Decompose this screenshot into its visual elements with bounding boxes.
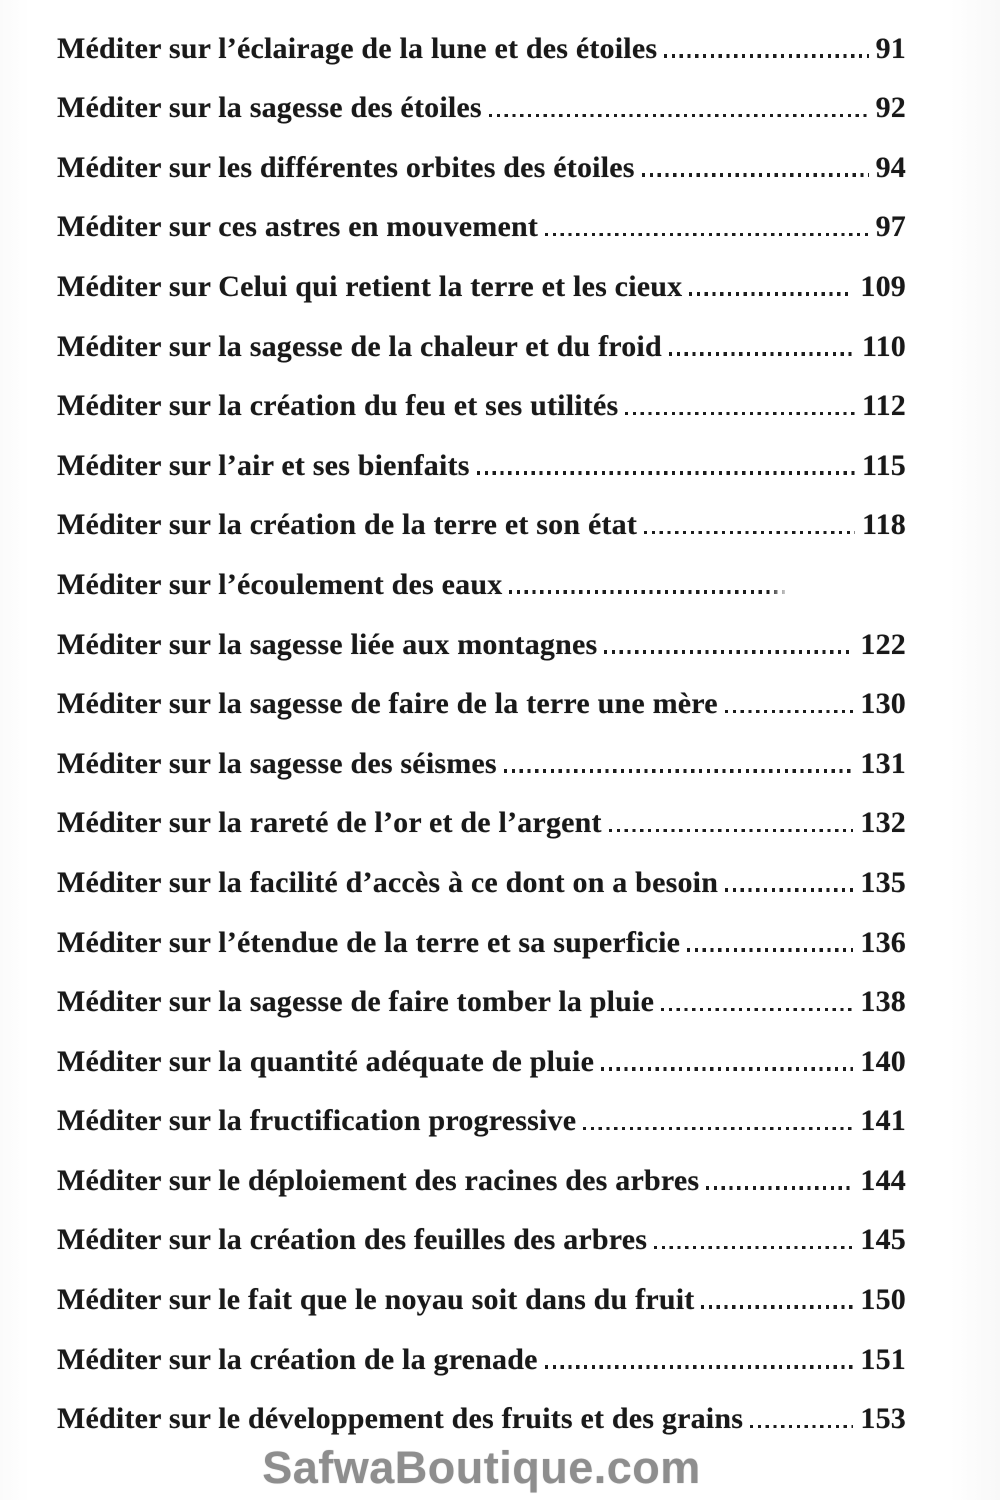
toc-row bbox=[57, 960, 906, 1020]
toc-entry-page: 118 bbox=[862, 508, 906, 542]
toc-entry-title: Méditer sur l’éclairage de la lune et des étoiles bbox=[57, 31, 658, 65]
toc-row bbox=[57, 244, 906, 304]
toc-row bbox=[57, 304, 906, 364]
toc-entry-title: Méditer sur les différentes orbites des étoiles bbox=[57, 150, 635, 184]
dot-leader bbox=[750, 1425, 853, 1429]
toc-entry-title: Méditer sur le fait que le noyau soit dans du fruit bbox=[57, 1283, 695, 1317]
toc-row bbox=[57, 185, 906, 245]
toc-entry-title: Méditer sur la sagesse de faire de la terre une mère bbox=[57, 687, 718, 721]
toc-entry-title: Méditer sur la rareté de l’or et de l’argent bbox=[57, 806, 602, 840]
dot-leader bbox=[689, 292, 853, 296]
dot-leader bbox=[583, 1127, 853, 1131]
dot-leader bbox=[664, 54, 868, 58]
toc-entry-page: 135 bbox=[860, 865, 906, 899]
dot-leader bbox=[609, 829, 854, 833]
toc-entry-title: Méditer sur la fructification progressive bbox=[57, 1104, 577, 1138]
dot-leader bbox=[489, 114, 869, 118]
toc-entry-page: 136 bbox=[860, 925, 906, 959]
toc-entry-page: 109 bbox=[860, 269, 906, 303]
toc-row bbox=[57, 721, 906, 781]
toc-entry-page: 140 bbox=[860, 1044, 906, 1078]
toc-row bbox=[57, 1198, 906, 1258]
dot-leader bbox=[725, 888, 853, 892]
dot-leader bbox=[477, 471, 855, 475]
toc-entry-page: 153 bbox=[860, 1402, 906, 1436]
dot-leader bbox=[669, 352, 855, 356]
dot-leader bbox=[545, 233, 869, 237]
dot-leader bbox=[601, 1067, 853, 1071]
dot-leader bbox=[509, 590, 791, 594]
toc-entry-page: 94 bbox=[875, 150, 906, 184]
toc-entry-page: 151 bbox=[860, 1342, 906, 1376]
toc-entry-page: 145 bbox=[860, 1223, 906, 1257]
toc-entry-title: Méditer sur le déploiement des racines des arbres bbox=[57, 1163, 700, 1197]
toc-entry-page: 122 bbox=[860, 627, 906, 661]
toc-entry-title: Méditer sur la sagesse de faire tomber la pluie bbox=[57, 985, 655, 1019]
dot-leader bbox=[604, 650, 853, 654]
toc-entry-title: Méditer sur la facilité d’accès à ce dont on a besoin bbox=[57, 865, 719, 899]
toc-row bbox=[57, 1377, 906, 1437]
toc-entry-title: Méditer sur Celui qui retient la terre et les cieux bbox=[57, 269, 683, 303]
toc-entry-page: 131 bbox=[860, 746, 906, 780]
dot-leader bbox=[661, 1008, 853, 1012]
toc-row bbox=[57, 364, 906, 424]
dot-leader bbox=[642, 173, 869, 177]
toc-row bbox=[57, 1138, 906, 1198]
toc-list bbox=[57, 6, 906, 1436]
toc-entry-title: Méditer sur la création de la terre et son état bbox=[57, 508, 638, 542]
toc-row bbox=[57, 900, 906, 960]
dot-leader bbox=[504, 769, 854, 773]
toc-entry-page: 115 bbox=[862, 448, 906, 482]
dot-leader bbox=[545, 1365, 854, 1369]
toc-row bbox=[57, 6, 906, 66]
toc-entry-page: 150 bbox=[860, 1283, 906, 1317]
toc-entry-title: Méditer sur la création du feu et ses utilités bbox=[57, 389, 619, 423]
toc-entry-page: 91 bbox=[875, 31, 906, 65]
toc-entry-title: Méditer sur ces astres en mouvement bbox=[57, 210, 539, 244]
toc-row bbox=[57, 1257, 906, 1317]
toc-entry-title: Méditer sur la sagesse des séismes bbox=[57, 746, 497, 780]
toc-entry-title: Méditer sur la sagesse liée aux montagnes bbox=[57, 627, 598, 661]
watermark-text: SafwaBoutique.com bbox=[262, 1442, 701, 1493]
toc-entry-title: Méditer sur la création de la grenade bbox=[57, 1342, 538, 1376]
dot-leader bbox=[687, 948, 853, 952]
toc-row bbox=[57, 125, 906, 185]
toc-entry-page: 138 bbox=[860, 985, 906, 1019]
toc-entry-title: Méditer sur l’air et ses bienfaits bbox=[57, 448, 470, 482]
toc-entry-title: Méditer sur la sagesse de la chaleur et du froid bbox=[57, 329, 662, 363]
toc-row bbox=[57, 1317, 906, 1377]
toc-entry-page: 132 bbox=[860, 806, 906, 840]
toc-row bbox=[57, 483, 906, 543]
toc-entry-page: 130 bbox=[860, 687, 906, 721]
toc-entry-page: 141 bbox=[860, 1104, 906, 1138]
toc-row bbox=[57, 602, 906, 662]
toc-entry-title: Méditer sur la quantité adéquate de pluie bbox=[57, 1044, 595, 1078]
toc-entry-page: 112 bbox=[862, 389, 906, 423]
dot-leader bbox=[706, 1186, 853, 1190]
toc-entry-page: 144 bbox=[860, 1163, 906, 1197]
toc-entry-page: 110 bbox=[862, 329, 906, 363]
toc-entry-title: Méditer sur la création des feuilles des arbres bbox=[57, 1223, 648, 1257]
toc-entry-title: Méditer sur l’étendue de la terre et sa superficie bbox=[57, 925, 681, 959]
toc-row bbox=[57, 662, 906, 722]
toc-entry-title: Méditer sur la sagesse des étoiles bbox=[57, 91, 482, 125]
toc-entry-page: 92 bbox=[875, 91, 906, 125]
toc-row bbox=[57, 66, 906, 126]
dot-leader bbox=[644, 531, 855, 535]
dot-leader bbox=[725, 710, 854, 714]
toc-entry-page: 97 bbox=[875, 210, 906, 244]
toc-row bbox=[57, 1079, 906, 1139]
toc-row bbox=[57, 423, 906, 483]
toc-entry-title: Méditer sur l’écoulement des eaux bbox=[57, 567, 503, 601]
toc-entry-title: Méditer sur le développement des fruits et des grains bbox=[57, 1402, 744, 1436]
toc-row bbox=[57, 1019, 906, 1079]
toc-row bbox=[57, 840, 906, 900]
dot-leader bbox=[701, 1305, 853, 1309]
dot-leader bbox=[625, 412, 855, 416]
toc-row bbox=[57, 542, 906, 602]
toc-row bbox=[57, 781, 906, 841]
dot-leader bbox=[654, 1246, 853, 1250]
